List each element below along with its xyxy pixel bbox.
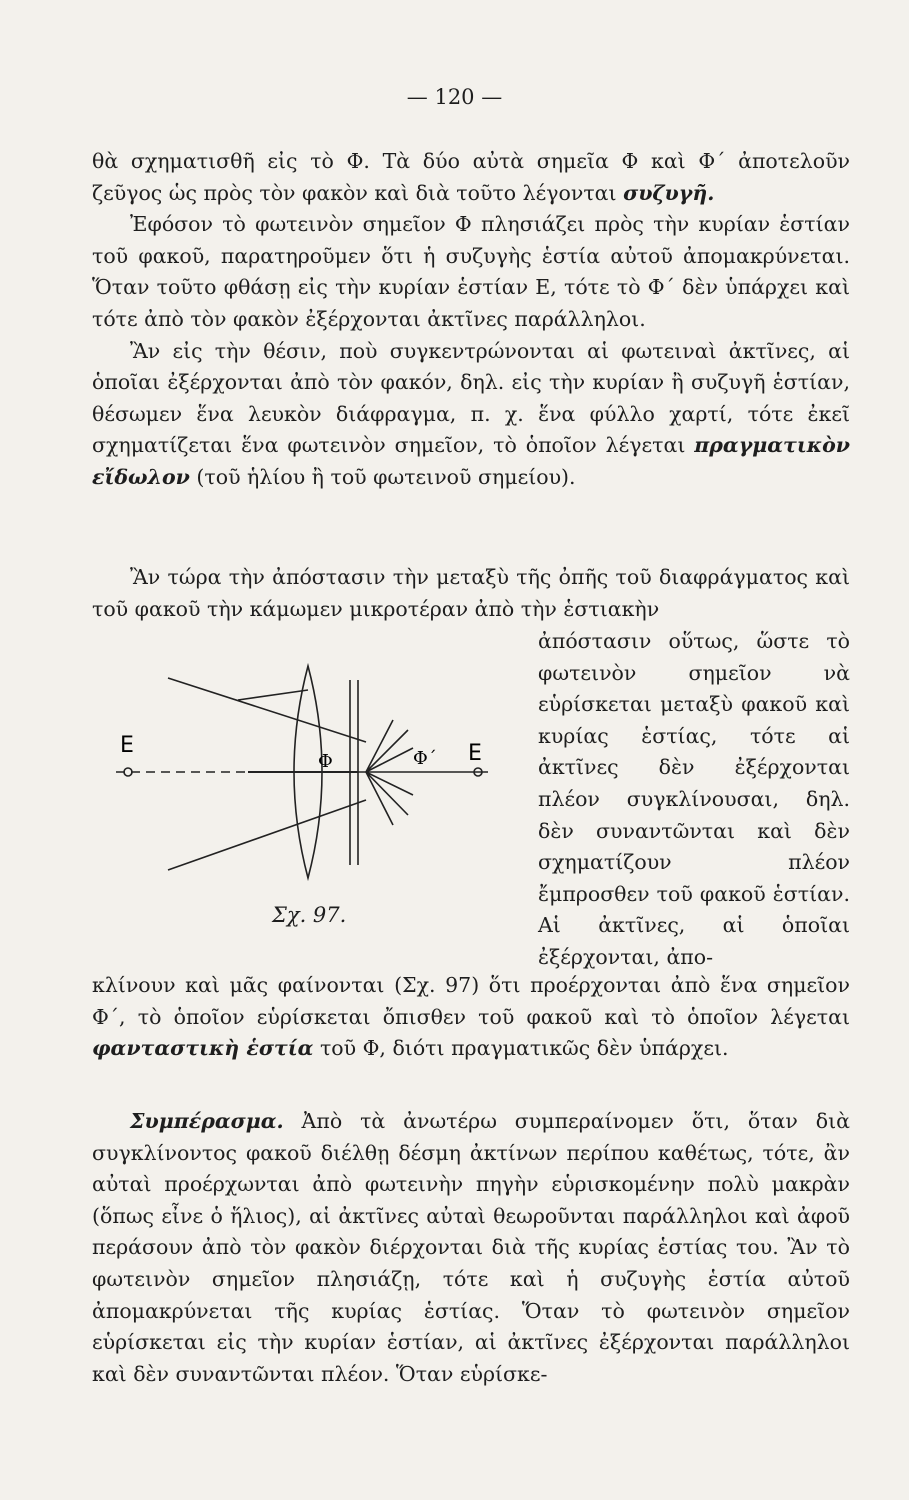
paragraph-5 bbox=[92, 970, 850, 1065]
ray-upper-1 bbox=[238, 690, 308, 700]
conclusion-heading: Συμπέρασμα. bbox=[130, 1109, 284, 1133]
label-e-left: E bbox=[120, 733, 134, 758]
page-number: — 120 — bbox=[406, 85, 503, 109]
paragraph-2: Ἐφόσον τὸ φωτεινὸν σημεῖον Φ πλησιάζει πρὸς τὴν κυρίαν ἑστίαν τοῦ φακοῦ, παρατηροῦμεν ὅτι ἡ συζυγὴς ἑστία αὐτοῦ ἀπομακρύνεται. Ὅταν τοῦτο φθάσῃ εἰς τὴν κυρίαν ἑστίαν Ε, τότε τὸ Φ΄ δὲν ὑπάρχει καὶ τότε ἀπὸ τὸν φακὸν ἐξέρχονται ἀκτῖνες παράλληλοι. bbox=[92, 212, 850, 331]
text-block-fantastiki bbox=[92, 970, 850, 1065]
figure-caption: Σχ. 97. bbox=[272, 903, 347, 927]
text-column-right bbox=[538, 626, 850, 974]
paragraph-3-tail: (τοῦ ἡλίου ἢ τοῦ φωτεινοῦ σημείου). bbox=[196, 464, 576, 489]
lens-diagram bbox=[108, 660, 518, 885]
paragraph-4-column: ἀπόστασιν οὕτως, ὥστε τὸ φωτεινὸν σημεῖον νὰ εὑρίσκεται μεταξὺ φακοῦ καὶ κυρίας ἑστίας, τότε αἱ ἀκτῖνες δὲν ἐξέρχονται πλέον συγκλίνουσαι, δηλ. δὲν συναντῶνται καὶ δὲν σχηματίζουν πλέον ἔμπροσθεν τοῦ φακοῦ ἑστίαν. Αἱ ἀκτῖνες, αἱ ὁποῖαι ἐξέρχονται, ἀπο- bbox=[538, 629, 850, 969]
paragraph-3-text: Ἂν εἰς τὴν θέσιν, ποὺ συγκεντρώνονται αἱ φωτειναὶ ἀκτῖνες, αἱ ὁποῖαι ἐξέρχονται ἀπὸ τὸν φακόν, δηλ. εἰς τὴν κυρίαν ἢ συζυγῆ ἑστίαν, θέσωμεν ἕνα λευκὸν διάφραγμα, π. χ. ἕνα φύλλο χαρτί, τότε ἐκεῖ σχηματίζεται ἕνα φωτεινὸν σημεῖον, τὸ ὁποῖον λέγεται bbox=[92, 338, 850, 458]
text-block-top bbox=[92, 146, 850, 494]
text-block-conclusion bbox=[92, 1106, 850, 1390]
paragraph-conclusion bbox=[92, 1106, 850, 1390]
label-e-right: E bbox=[468, 741, 482, 766]
paragraph-1-text: θὰ σχηματισθῆ εἰς τὸ Φ. Τὰ δύο αὐτὰ σημεῖα Φ καὶ Φ΄ ἀποτελοῦν ζεῦγος ὡς πρὸς τὸν φακὸν καὶ διὰ τοῦτο λέγονται bbox=[92, 149, 850, 205]
ray-top bbox=[168, 678, 366, 742]
ray-bottom bbox=[168, 800, 366, 870]
focus-point-left bbox=[124, 768, 132, 776]
term-syzygi: συζυγῆ. bbox=[623, 180, 715, 205]
term-fantastiki: φανταστικὴ ἑστία bbox=[92, 1036, 314, 1061]
paragraph-1 bbox=[92, 146, 850, 209]
paragraph-3 bbox=[92, 336, 850, 494]
text-block-middle bbox=[92, 562, 850, 625]
label-phi-prime: Φ΄ bbox=[413, 748, 437, 769]
term-pragmatikon: πραγματικὸν εἴδωλον bbox=[92, 433, 850, 489]
conclusion-text: Ἀπὸ τὰ ἀνωτέρω συμπεραίνομεν ὅτι, ὅταν διὰ συγκλίνοντος φακοῦ διέλθῃ δέσμη ἀκτίνων περίπου καθέτως, τότε, ἂν αὐταὶ προέρχωνται ἀπὸ φωτεινὴν πηγὴν εὑρισκομένην πολὺ μακρὰν (ὅπως εἶνε ὁ ἥλιος), αἱ ἀκτῖνες αὐταὶ θεωροῦνται παράλληλοι καὶ ἀφοῦ περάσουν ἀπὸ τὸν φακὸν διέρχονται διὰ τῆς κυρίας ἑστίας του. Ἂν τὸ φωτεινὸν σημεῖον πλησιάζῃ, τότε καὶ ἡ συζυγὴς ἑστία αὐτοῦ ἀπομακρύνεται τῆς κυρίας ἑστίας. Ὅταν τὸ φωτεινὸν σημεῖον εὑρίσκεται εἰς τὴν κυρίαν ἑστίαν, αἱ ἀκτῖνες ἐξέρχονται παράλληλοι καὶ δὲν συναντῶνται πλέον. Ὅταν εὑρίσκε- bbox=[92, 1109, 850, 1386]
paragraph-5-text: κλίνουν καὶ μᾶς φαίνονται (Σχ. 97) ὅτι προέρχονται ἀπὸ ἕνα σημεῖον Φ΄, τὸ ὁποῖον εὑρίσκεται ὄπισθεν τοῦ φακοῦ καὶ τὸ ὁποῖον λέγεται bbox=[92, 973, 850, 1029]
paragraph-4: Ἂν τώρα τὴν ἀπόστασιν τὴν μεταξὺ τῆς ὀπῆς τοῦ διαφράγματος καὶ τοῦ φακοῦ τὴν κάμωμεν μικροτέραν ἀπὸ τὴν ἑστιακὴν bbox=[92, 565, 850, 621]
label-phi: Φ bbox=[318, 751, 333, 772]
paragraph-5-tail: τοῦ Φ, διότι πραγματικῶς δὲν ὑπάρχει. bbox=[319, 1036, 729, 1061]
